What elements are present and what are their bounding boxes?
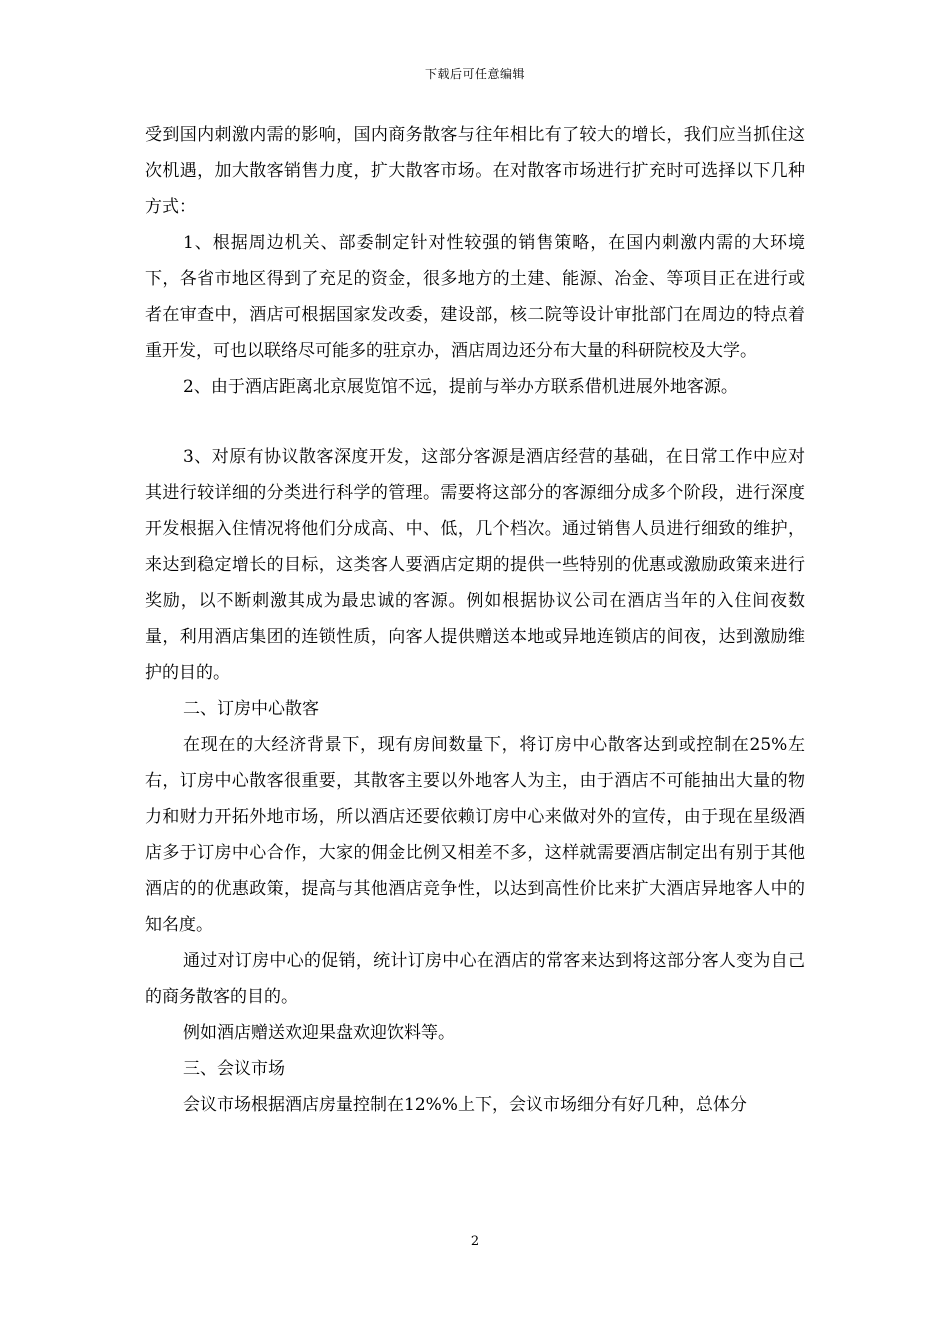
paragraph-promotion: 通过对订房中心的促销，统计订房中心在酒店的常客来达到将这部分客人变为自己的商务散客的目的。 [145, 951, 805, 1007]
blank-line [145, 405, 805, 439]
paragraph-item-3: 3、对原有协议散客深度开发，这部分客源是酒店经营的基础，在日常工作中应对其进行较详细的分类进行科学的管理。需要将这部分的客源细分成多个阶段，进行深度开发根据入住情况将他们分成高、中、低，几个档次。通过销售人员进行细致的维护，来达到稳定增长的目标，这类客人要酒店定期的提供一些特别的优惠或激励政策来进行奖励，以不断刺激其成为最忠诚的客源。例如根据协议公司在酒店当年的入住间夜数量，利用酒店集团的连锁性质，向客人提供赠送本地或异地连锁店的间夜，达到激励维护的目的。 [145, 447, 805, 683]
document-body [145, 117, 805, 1123]
paragraph-conference: 会议市场根据酒店房量控制在12%%上下，会议市场细分有好几种，总体分 [183, 1095, 747, 1115]
paragraph-booking-center: 在现在的大经济背景下，现有房间数量下，将订房中心散客达到或控制在25%左右，订房中心散客很重要，其散客主要以外地客人为主，由于酒店不可能抽出大量的物力和财力开拓外地市场，所以酒店还要依赖订房中心来做对外的宣传，由于现在星级酒店多于订房中心合作，大家的佣金比例又相差不多，这样就需要酒店制定出有别于其他酒店的的优惠政策，提高与其他酒店竞争性，以达到高性价比来扩大酒店异地客人中的知名度。 [145, 735, 805, 935]
paragraph-item-2: 2、由于酒店距离北京展览馆不远，提前与举办方联系借机进展外地客源。 [183, 377, 738, 397]
section-heading-booking-center: 二、订房中心散客 [183, 699, 319, 719]
paragraph-example: 例如酒店赠送欢迎果盘欢迎饮料等。 [183, 1023, 455, 1043]
page-number: 2 [470, 1234, 480, 1249]
section-heading-conference: 三、会议市场 [183, 1059, 285, 1079]
paragraph-intro: 受到国内刺激内需的影响，国内商务散客与往年相比有了较大的增长，我们应当抓住这次机遇，加大散客销售力度，扩大散客市场。在对散客市场进行扩充时可选择以下几种方式： [145, 125, 805, 217]
page-header: 下载后可任意编辑 [424, 67, 525, 81]
paragraph-item-1: 1、根据周边机关、部委制定针对性较强的销售策略，在国内刺激内需的大环境下，各省市地区得到了充足的资金，很多地方的土建、能源、冶金、等项目正在进行或者在审查中，酒店可根据国家发改委，建设部，核二院等设计审批部门在周边的特点着重开发，可也以联络尽可能多的驻京办，酒店周边还分布大量的科研院校及大学。 [145, 233, 805, 361]
